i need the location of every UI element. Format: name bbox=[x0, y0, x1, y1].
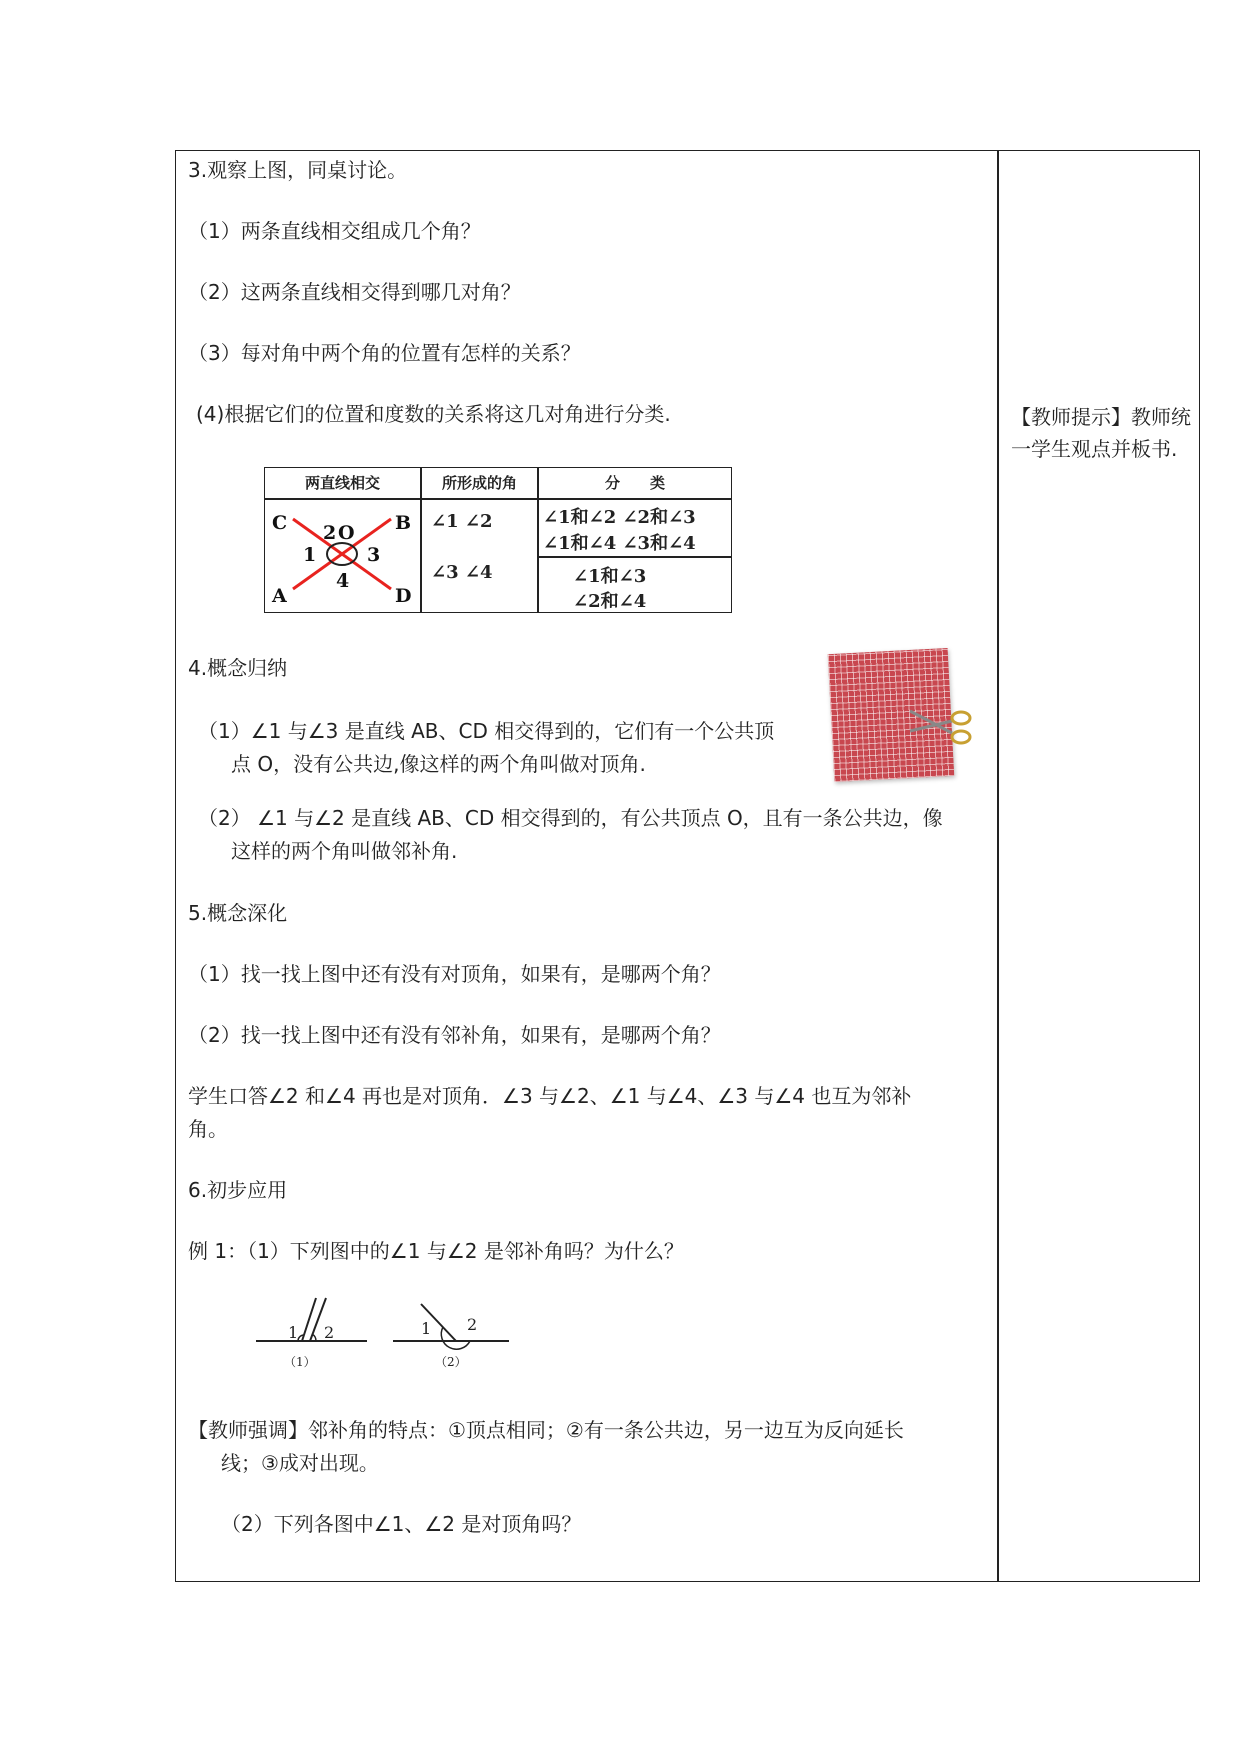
fig-label-a: A bbox=[272, 585, 287, 607]
lesson-table bbox=[175, 150, 1200, 1582]
example-figure-2 bbox=[391, 1296, 511, 1376]
s5-answer-line-2: 角。 bbox=[188, 1117, 228, 1141]
example-1-question: 例 1：（1）下列图中的∠1 与∠2 是邻补角吗？为什么？ bbox=[188, 1239, 684, 1263]
fig1-label-1: 1 bbox=[288, 1323, 299, 1342]
fig2-label-1: 1 bbox=[421, 1319, 432, 1338]
s5-question-1: （1）找一找上图中还有没有对顶角，如果有，是哪两个角？ bbox=[188, 962, 721, 986]
example-figure-1 bbox=[254, 1296, 369, 1376]
fig-label-o: O bbox=[338, 522, 355, 544]
s3-question-1: （1）两条直线相交组成几个角？ bbox=[188, 219, 481, 243]
table-header-intersect: 两直线相交 bbox=[304, 474, 380, 492]
class-row-1: ∠1和∠2 ∠2和∠3 bbox=[543, 507, 696, 528]
fig-label-c: C bbox=[272, 512, 288, 534]
angles-row-1: ∠1 ∠2 bbox=[431, 511, 493, 532]
fig1-label-2: 2 bbox=[324, 1323, 335, 1342]
angle-classification-table bbox=[264, 467, 732, 613]
table-header-classify: 分 类 bbox=[604, 474, 665, 492]
s4-para-2-line-1: （2） ∠1 与∠2 是直线 AB、CD 相交得到的，有公共顶点 O，且有一条公共边，像 bbox=[198, 806, 943, 830]
fig-label-d: D bbox=[395, 585, 412, 607]
s4-para-1-line-1: （1）∠1 与∠3 是直线 AB、CD 相交得到的，它们有一个公共顶 bbox=[198, 719, 775, 743]
fig-label-4: 4 bbox=[336, 570, 350, 592]
s4-para-1-line-2: 点 O，没有公共边,像这样的两个角叫做对顶角. bbox=[231, 752, 646, 776]
fig-label-1: 1 bbox=[303, 544, 317, 566]
s3-question-4: (4)根据它们的位置和度数的关系将这几对角进行分类. bbox=[196, 402, 671, 426]
fig-label-2: 2 bbox=[323, 522, 337, 544]
teacher-tip-note: 【教师提示】教师统一学生观点并板书. bbox=[1011, 405, 1191, 461]
angles-row-2: ∠3 ∠4 bbox=[431, 562, 493, 583]
section-3-title: 3.观察上图，同桌讨论。 bbox=[188, 158, 408, 182]
section-4-title: 4.概念归纳 bbox=[188, 656, 288, 680]
s3-question-2: （2）这两条直线相交得到哪几对角？ bbox=[188, 280, 521, 304]
section-6-title: 6.初步应用 bbox=[188, 1178, 288, 1202]
fig1-caption: （1） bbox=[284, 1355, 316, 1369]
teacher-emphasis-line-2: 线；③成对出现。 bbox=[221, 1451, 379, 1475]
s5-question-2: （2）找一找上图中还有没有邻补角，如果有，是哪两个角？ bbox=[188, 1023, 721, 1047]
section-5-title: 5.概念深化 bbox=[188, 901, 288, 925]
s3-question-3: （3）每对角中两个角的位置有怎样的关系？ bbox=[188, 341, 581, 365]
fig-label-3: 3 bbox=[367, 544, 381, 566]
table-header-angles: 所形成的角 bbox=[441, 474, 517, 492]
class-row-2: ∠1和∠4 ∠3和∠4 bbox=[543, 533, 696, 554]
scissors-icon bbox=[906, 701, 976, 751]
fig-label-b: B bbox=[395, 512, 412, 534]
teacher-emphasis-line-1: 【教师强调】邻补角的特点：①顶点相同；②有一条公共边，另一边互为反向延长 bbox=[188, 1418, 904, 1442]
s4-para-2-line-2: 这样的两个角叫做邻补角. bbox=[231, 839, 458, 863]
class-row-3: ∠1和∠3 bbox=[573, 566, 647, 587]
fig2-label-2: 2 bbox=[467, 1315, 478, 1334]
fig2-caption: （2） bbox=[435, 1355, 467, 1369]
column-divider bbox=[997, 151, 999, 1581]
s5-answer-line-1: 学生口答∠2 和∠4 再也是对顶角．∠3 与∠2、∠1 与∠4、∠3 与∠4 也互为邻补 bbox=[188, 1084, 912, 1108]
intersecting-lines-figure bbox=[265, 499, 420, 612]
example-1-question-2: （2）下列各图中∠1、∠2 是对顶角吗？ bbox=[221, 1512, 582, 1536]
class-row-4: ∠2和∠4 bbox=[573, 591, 647, 612]
